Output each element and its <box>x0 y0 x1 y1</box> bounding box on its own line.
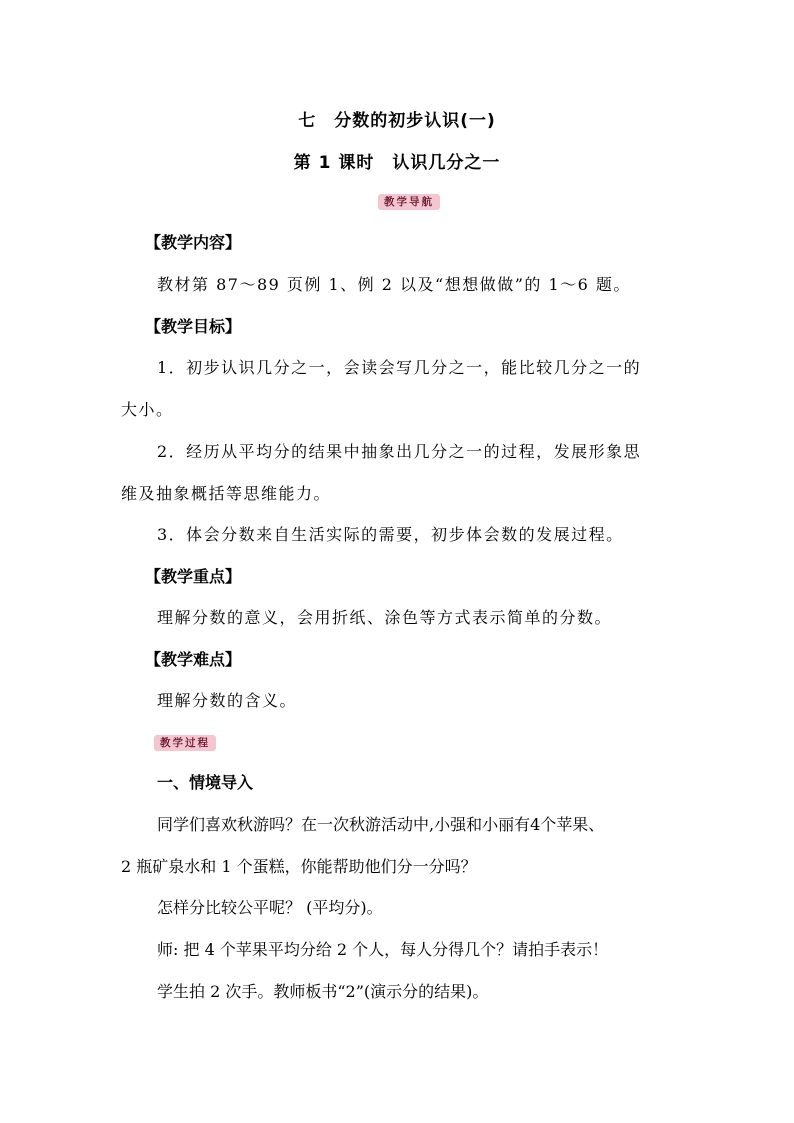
teaching-process-badge: 教学过程 <box>154 735 216 751</box>
paragraph-4: 学生拍 2 次手。教师板书“2”(演示分的结果)。 <box>157 982 489 1001</box>
goal-2-line-2: 维及抽象概括等思维能力。 <box>121 484 332 503</box>
paragraph-1-line-1: 同学们喜欢秋游吗？在一次秋游活动中,小强和小丽有4个苹果、 <box>157 815 605 834</box>
goal-3: 3．体会分数来自生活实际的需要，初步体会数的发展过程。 <box>157 525 624 544</box>
paragraph-1-line-2: 2 瓶矿泉水和 1 个蛋糕，你能帮助他们分一分吗？ <box>121 857 477 876</box>
content-text: 教材第 87～89 页例 1、例 2 以及“想想做做”的 1～6 题。 <box>157 275 631 294</box>
teaching-navigation-badge: 教学导航 <box>378 194 440 210</box>
difficulty-text: 理解分数的含义。 <box>157 691 298 710</box>
goal-2-line-1: 2．经历从平均分的结果中抽象出几分之一的过程，发展形象思 <box>157 442 642 461</box>
difficulty-heading: 【教学难点】 <box>145 650 242 669</box>
paragraph-2: 怎样分比较公平呢？ (平均分)。 <box>157 898 383 917</box>
section-1-heading: 一、情境导入 <box>157 773 254 792</box>
chapter-title: 七 分数的初步认识(一) <box>298 111 496 131</box>
key-point-text: 理解分数的意义，会用折纸、涂色等方式表示简单的分数。 <box>157 608 613 627</box>
goal-1-line-2: 大小。 <box>121 400 174 419</box>
goal-1-line-1: 1．初步认识几分之一，会读会写几分之一，能比较几分之一的 <box>157 358 642 377</box>
lesson-subtitle: 第 1 课时 认识几分之一 <box>293 153 501 173</box>
goals-heading: 【教学目标】 <box>145 317 242 336</box>
content-heading: 【教学内容】 <box>145 233 242 252</box>
key-point-heading: 【教学重点】 <box>145 567 242 586</box>
paragraph-3: 师: 把 4 个苹果平均分给 2 个人，每人分得几个？请拍手表示！ <box>157 940 609 959</box>
